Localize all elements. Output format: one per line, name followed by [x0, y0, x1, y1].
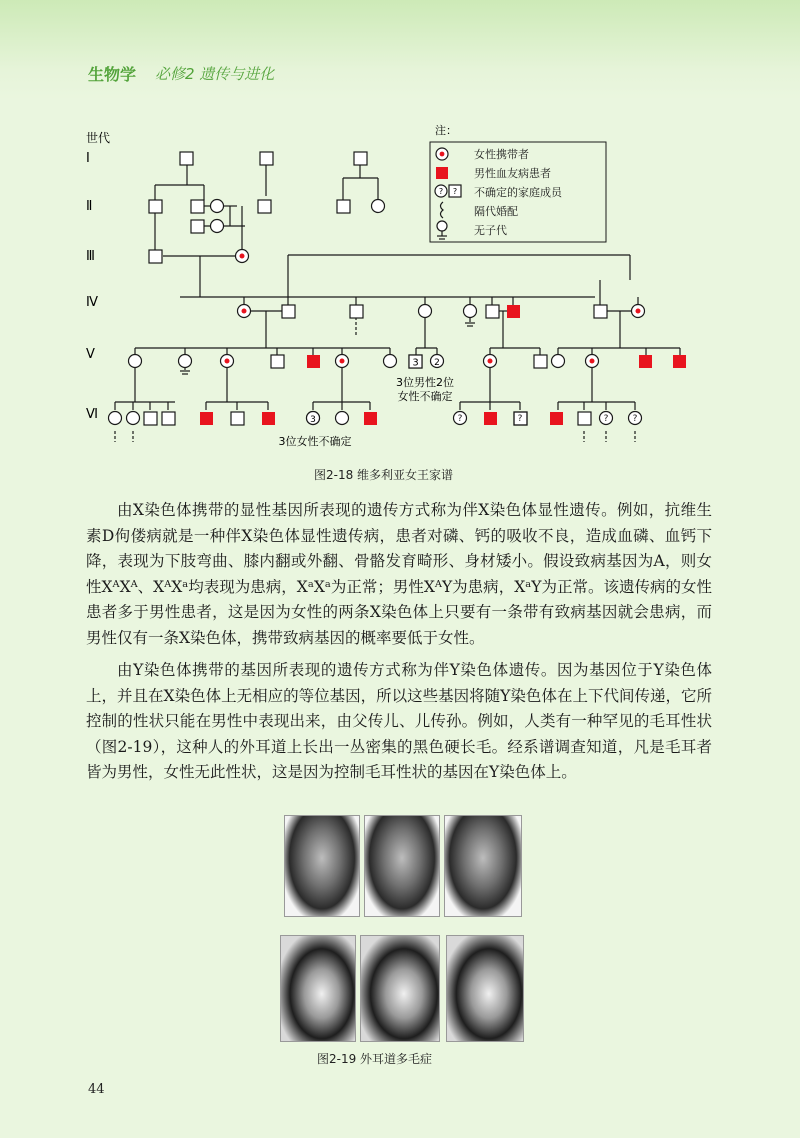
svg-text:?: ?	[457, 414, 463, 424]
svg-text:?: ?	[438, 187, 444, 196]
face-photo-3	[444, 815, 522, 917]
circle-number-3: 3	[310, 415, 316, 425]
page-number: 44	[88, 1082, 105, 1097]
face-photo-1	[284, 815, 360, 917]
legend-no-offspring: 无子代	[474, 224, 507, 237]
legend-affected: 男性血友病患者	[474, 167, 551, 180]
generation-numerals	[86, 151, 98, 422]
paragraph-x-dominant: 由X染色体携带的显性基因所表现的遗传方式称为伴X染色体显性遗传。例如，抗维生素D佝偻病就是一种伴X染色体显性遗传病，患者对磷、钙的吸收不良，造成血磷、血钙下降，表现为下肢弯曲、膝内翻或外翻、骨骼发育畸形、身材矮小。假设致病基因为A，则女性XᴬXᴬ、XᴬXᵃ均表现为患病，XᵃXᵃ为正常；男性XᴬY为患病，XᵃY为正常。该遗传病的女性患者多于男性患者，这是因为女性的两条X染色体上只要有一条带有致病基因就会患病，而男性仅有一条X染色体，携带致病基因的概率要低于女性。	[86, 501, 712, 647]
circle-number-2: 2	[434, 358, 440, 368]
ear-photo-2	[360, 935, 440, 1042]
pedigree-members	[109, 152, 645, 425]
generation-V: Ⅴ	[86, 347, 95, 362]
legend-consanguine-icon	[441, 202, 444, 218]
figure2-caption: 图2-19 外耳道多毛症	[317, 1052, 433, 1066]
ear-photo-1	[280, 935, 356, 1042]
pedigree-svg	[80, 120, 700, 460]
legend-uncertain: 不确定的家庭成员	[474, 186, 562, 199]
legend-title: 注：	[435, 124, 457, 137]
svg-text:?: ?	[603, 414, 609, 424]
svg-text:?: ?	[452, 187, 458, 196]
box-number-3: 3	[412, 357, 419, 369]
legend-affected-icon	[436, 167, 448, 179]
pedigree-figure	[80, 120, 700, 460]
legend-consanguine: 隔代婚配	[474, 205, 518, 218]
ear-photo-3	[446, 935, 524, 1042]
paragraph-y-linked: 由Y染色体携带的基因所表现的遗传方式称为伴Y染色体遗传。因为基因位于Y染色体上，并且在X染色体上无相应的等位基因，所以这些基因将随Y染色体在上下代间传递，它所控制的性状只能在男性中表现出来，由父传儿、儿传孙。例如，人类有一种罕见的毛耳性状（图2-19），这种人的外耳道上长出一丛密集的黑色硬长毛。经系谱调查知道，凡是毛耳者皆为男性，女性无此性状，这是因为控制毛耳性状的基因在Y染色体上。	[86, 661, 712, 781]
annotation-v-line1: 3位男性2位	[396, 376, 454, 389]
legend-carrier: 女性携带者	[474, 148, 529, 161]
face-photo-2	[364, 815, 440, 917]
generation-I: Ⅰ	[86, 151, 90, 166]
header-subject: 生物学	[88, 65, 137, 84]
legend-labels	[474, 147, 563, 237]
annotation-vi: 3位女性不确定	[278, 435, 352, 448]
generation-heading: 世代	[86, 131, 111, 145]
generation-IV: Ⅳ	[86, 295, 98, 310]
svg-text:?: ?	[517, 414, 523, 424]
generation-II: Ⅱ	[86, 199, 93, 214]
page-header-band	[0, 0, 800, 100]
annotation-v-line2: 女性不确定	[397, 390, 453, 403]
generation-III: Ⅲ	[86, 249, 95, 264]
generation-VI: Ⅵ	[86, 407, 98, 422]
header-book-title: 必修2 遗传与进化	[155, 65, 275, 83]
hairy-ear-photos	[280, 815, 530, 1040]
svg-text:?: ?	[632, 414, 638, 424]
figure1-caption: 图2-18 维多利亚女王家谱	[314, 468, 454, 482]
